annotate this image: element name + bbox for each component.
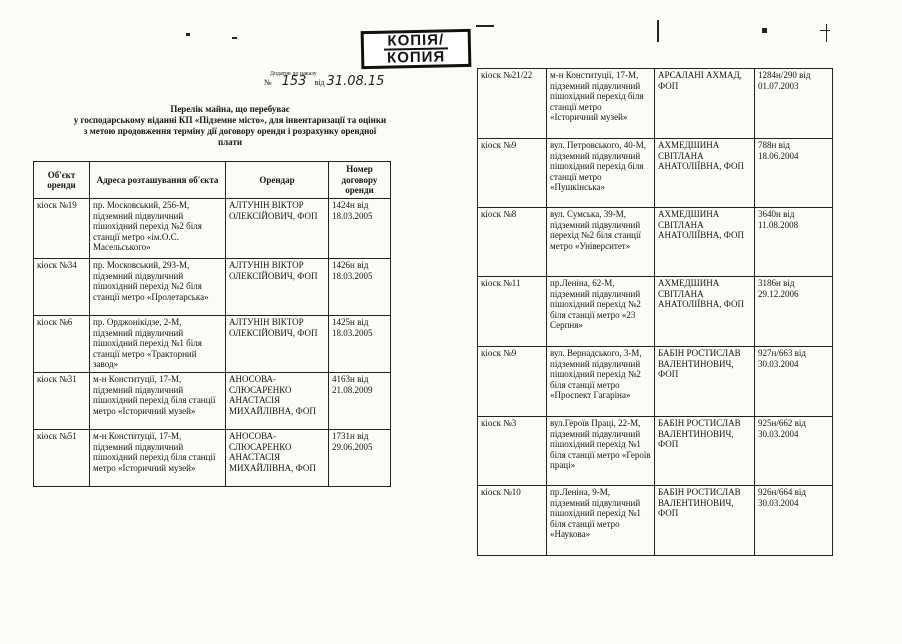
scan-speck bbox=[657, 20, 659, 42]
cell-object: кіоск №8 bbox=[478, 208, 547, 277]
title-line-3: з метою продовження терміну дії договору оренди і розрахунку орендної bbox=[83, 126, 377, 136]
table-row bbox=[34, 316, 391, 373]
cell-object: кіоск №51 bbox=[34, 430, 90, 487]
cell-object: кіоск №21/22 bbox=[478, 69, 547, 139]
cell-address: вул.Героїв Праці, 22-М, підземний підвуличний пішохідний перехід №1 біля станції метро «Героїв праці» bbox=[547, 417, 655, 486]
title-line-4: плати bbox=[217, 137, 243, 147]
cell-address: м-н Конституції, 17-М, підземний підвуличний пішохідний перехід біля станції метро «Історичний музей» bbox=[547, 69, 655, 139]
stamp-line-1: КОПІЯ/ bbox=[383, 32, 448, 50]
cell-contract: 3186н від 29.12.2006 bbox=[755, 277, 833, 347]
cell-contract: 788н від 18.06.2004 bbox=[755, 139, 833, 208]
cell-address: пр.Леніна, 62-М, підземний підвуличний пішохідний перехід №2 біля станції метро «23 Серпня» bbox=[547, 277, 655, 347]
scan-speck bbox=[476, 25, 494, 27]
annex-date: 31.08.15 bbox=[326, 74, 385, 89]
table-row bbox=[478, 347, 833, 417]
cell-contract: 3640н від 11.08.2008 bbox=[755, 208, 833, 277]
property-table-right bbox=[477, 68, 833, 556]
cell-contract: 4163н від 21.08.2009 bbox=[329, 373, 391, 430]
cell-tenant: АХМЕДШИНА СВІТЛАНА АНАТОЛІЇВНА, ФОП bbox=[655, 139, 755, 208]
cell-tenant: АНОСОВА-СЛЮСАРЕНКО АНАСТАСІЯ МИХАЙЛІВНА, ФОП bbox=[226, 430, 329, 487]
cell-tenant: АХМЕДШИНА СВІТЛАНА АНАТОЛІЇВНА, ФОП bbox=[655, 277, 755, 347]
table-header-row bbox=[34, 162, 391, 199]
table-row bbox=[478, 208, 833, 277]
cell-object: кіоск №9 bbox=[478, 139, 547, 208]
cell-object: кіоск №6 bbox=[34, 316, 90, 373]
cell-object: кіоск №10 bbox=[478, 486, 547, 556]
scan-speck bbox=[762, 28, 767, 33]
cell-address: вул. Сумська, 39-М, підземний підвуличний перехід №2 біля станції метро «Університет» bbox=[547, 208, 655, 277]
table-row bbox=[478, 486, 833, 556]
scan-speck bbox=[186, 33, 190, 36]
cell-tenant: БАБІН РОСТИСЛАВ ВАЛЕНТИНОВИЧ, ФОП bbox=[655, 486, 755, 556]
table-row bbox=[34, 430, 391, 487]
cell-tenant: АЛТУНІН ВІКТОР ОЛЕКСІЙОВИЧ, ФОП bbox=[226, 316, 329, 373]
cell-contract: 1731н від 29.06.2005 bbox=[329, 430, 391, 487]
scan-speck bbox=[232, 37, 237, 39]
cell-address: вул. Петровського, 40-М, підземний підвуличний пішохідний перехід біля станції метро «Пушкінська» bbox=[547, 139, 655, 208]
table-row bbox=[34, 199, 391, 259]
header-tenant: Орендар bbox=[226, 162, 329, 199]
cell-contract: 926н/664 від 30.03.2004 bbox=[755, 486, 833, 556]
cell-tenant: АНОСОВА-СЛЮСАРЕНКО АНАСТАСІЯ МИХАЙЛІВНА, ФОП bbox=[226, 373, 329, 430]
document-title bbox=[30, 104, 430, 148]
cell-object: кіоск №31 bbox=[34, 373, 90, 430]
title-line-2: у господарському віданні КП «Підземне місто», для інвентаризації та оцінки bbox=[73, 115, 387, 125]
cell-address: вул. Вернадського, 3-М, підземний підвуличний пішохідний перехід №2 біля станції метро «Проспект Гагаріна» bbox=[547, 347, 655, 417]
cell-tenant: БАБІН РОСТИСЛАВ ВАЛЕНТИНОВИЧ, ФОП bbox=[655, 347, 755, 417]
table-row bbox=[478, 69, 833, 139]
annex-reference bbox=[264, 70, 404, 87]
cell-tenant: АХМЕДШИНА СВІТЛАНА АНАТОЛІЇВНА, ФОП bbox=[655, 208, 755, 277]
cell-address: м-н Конституції, 17-М, підземний підвуличний пішохідний перехід біля станції метро «Історичний музей» bbox=[90, 430, 226, 487]
cell-tenant: БАБІН РОСТИСЛАВ ВАЛЕНТИНОВИЧ, ФОП bbox=[655, 417, 755, 486]
table-row bbox=[478, 139, 833, 208]
cell-contract: 925н/662 від 30.03.2004 bbox=[755, 417, 833, 486]
copy-stamp bbox=[361, 29, 472, 69]
cell-address: м-н Конституції, 17-М, підземний підвуличний пішохідний перехід біля станції метро «Історичний музей» bbox=[90, 373, 226, 430]
cell-object: кіоск №11 bbox=[478, 277, 547, 347]
cell-object: кіоск №9 bbox=[478, 347, 547, 417]
table-row bbox=[34, 259, 391, 316]
cell-address: пр. Московський, 293-М, підземний підвуличний пішохідний перехід №2 біля станції метро «Пролетарська» bbox=[90, 259, 226, 316]
cell-tenant: АРСАЛАНІ АХМАД, ФОП bbox=[655, 69, 755, 139]
header-contract: Номер договору оренди bbox=[329, 162, 391, 199]
cell-object: кіоск №3 bbox=[478, 417, 547, 486]
table-row bbox=[478, 417, 833, 486]
table-row bbox=[34, 373, 391, 430]
stamp-line-2: КОПИЯ bbox=[386, 48, 446, 67]
cell-object: кіоск №19 bbox=[34, 199, 90, 259]
cell-address: пр.Леніна, 9-М, підземний підвуличний пішохідний перехід №1 біля станції метро «Наукова» bbox=[547, 486, 655, 556]
scan-speck bbox=[820, 30, 830, 31]
table-row bbox=[478, 277, 833, 347]
cell-tenant: АЛТУНІН ВІКТОР ОЛЕКСІЙОВИЧ, ФОП bbox=[226, 259, 329, 316]
property-table-left bbox=[33, 161, 391, 487]
cell-contract: 1426н від 18.03.2005 bbox=[329, 259, 391, 316]
cell-contract: 927н/663 від 30.03.2004 bbox=[755, 347, 833, 417]
annex-date-prefix: від bbox=[314, 78, 325, 87]
cell-tenant: АЛТУНІН ВІКТОР ОЛЕКСІЙОВИЧ, ФОП bbox=[226, 199, 329, 259]
cell-object: кіоск №34 bbox=[34, 259, 90, 316]
header-address: Адреса розташування об'єкта bbox=[90, 162, 226, 199]
cell-contract: 1284н/290 від 01.07.2003 bbox=[755, 69, 833, 139]
annex-number: 153 bbox=[281, 74, 307, 89]
cell-contract: 1425н від 18.03.2005 bbox=[329, 316, 391, 373]
cell-contract: 1424н від 18.03.2005 bbox=[329, 199, 391, 259]
title-line-1: Перелік майна, що перебуває bbox=[170, 104, 290, 114]
scan-speck bbox=[826, 24, 827, 42]
annex-label: Додаток до наказу bbox=[270, 71, 317, 77]
cell-address: пр. Орджонікідзе, 2-М, підземний підвуличний пішохідний перехід №1 біля станції метро «Тракторний завод» bbox=[90, 316, 226, 373]
header-object: Об'єкт оренди bbox=[34, 162, 90, 199]
annex-num-prefix: № bbox=[264, 78, 272, 87]
cell-address: пр. Московський, 256-М, підземний підвуличний пішохідний перехід №2 біля станції метро «ім.О.С. Масельського» bbox=[90, 199, 226, 259]
